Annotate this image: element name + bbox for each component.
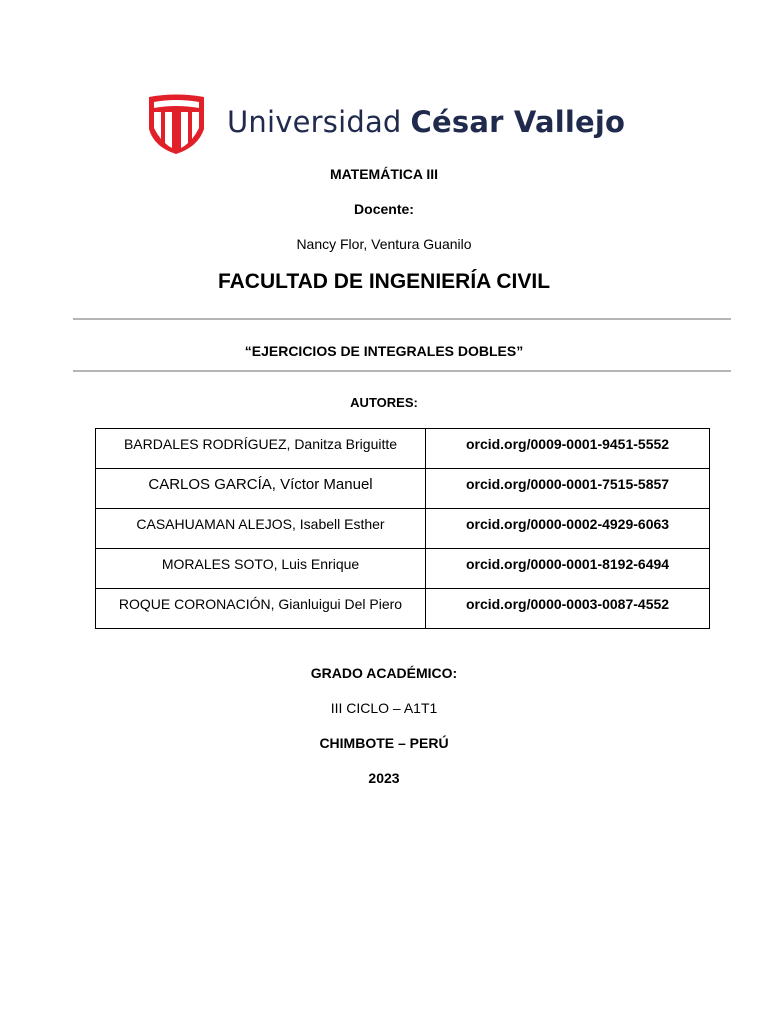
university-name-bold: César Vallejo bbox=[410, 105, 626, 139]
table-row bbox=[96, 589, 710, 629]
author-orcid: orcid.org/0000-0001-8192-6494 bbox=[465, 556, 670, 572]
project-title: “EJERCICIOS DE INTEGRALES DOBLES” bbox=[244, 343, 524, 359]
grade-label: GRADO ACADÉMICO: bbox=[310, 665, 458, 681]
university-name-light: Universidad bbox=[227, 105, 402, 139]
author-name-cell bbox=[96, 589, 426, 629]
university-name bbox=[227, 105, 625, 139]
faculty-title: FACULTAD DE INGENIERÍA CIVIL bbox=[217, 270, 551, 293]
grade-value: III CICLO – A1T1 bbox=[330, 700, 438, 716]
author-orcid: orcid.org/0000-0001-7515-5857 bbox=[465, 476, 670, 492]
author-name: CARLOS GARCÍA, Víctor Manuel bbox=[148, 476, 373, 493]
authors-label: AUTORES: bbox=[350, 395, 418, 410]
author-name-cell bbox=[96, 549, 426, 589]
place: CHIMBOTE – PERÚ bbox=[319, 735, 449, 751]
author-orcid-cell bbox=[426, 429, 710, 469]
table-row bbox=[96, 429, 710, 469]
university-shield-icon bbox=[148, 93, 205, 155]
divider-bottom bbox=[73, 370, 731, 372]
table-row bbox=[96, 469, 710, 509]
author-name: MORALES SOTO, Luis Enrique bbox=[161, 556, 360, 572]
university-logo bbox=[148, 93, 625, 155]
divider-top bbox=[73, 318, 731, 320]
author-name: CASAHUAMAN ALEJOS, Isabell Esther bbox=[136, 516, 385, 532]
course-title: MATEMÁTICA III bbox=[329, 166, 439, 182]
author-name-cell bbox=[96, 509, 426, 549]
docente-name: Nancy Flor, Ventura Guanilo bbox=[296, 236, 472, 252]
author-name: ROQUE CORONACIÓN, Gianluigui Del Piero bbox=[118, 596, 403, 612]
author-name-cell bbox=[96, 429, 426, 469]
author-orcid-cell bbox=[426, 589, 710, 629]
author-name-cell bbox=[96, 469, 426, 509]
author-orcid: orcid.org/0009-0001-9451-5552 bbox=[465, 436, 670, 452]
year: 2023 bbox=[368, 770, 400, 786]
author-orcid-cell bbox=[426, 509, 710, 549]
docente-label: Docente: bbox=[354, 201, 414, 217]
author-orcid: orcid.org/0000-0003-0087-4552 bbox=[465, 596, 670, 612]
author-orcid-cell bbox=[426, 549, 710, 589]
author-orcid-cell bbox=[426, 469, 710, 509]
authors-table bbox=[95, 428, 710, 629]
table-row bbox=[96, 549, 710, 589]
author-orcid: orcid.org/0000-0002-4929-6063 bbox=[465, 516, 670, 532]
table-row bbox=[96, 509, 710, 549]
author-name: BARDALES RODRÍGUEZ, Danitza Briguitte bbox=[123, 436, 398, 452]
